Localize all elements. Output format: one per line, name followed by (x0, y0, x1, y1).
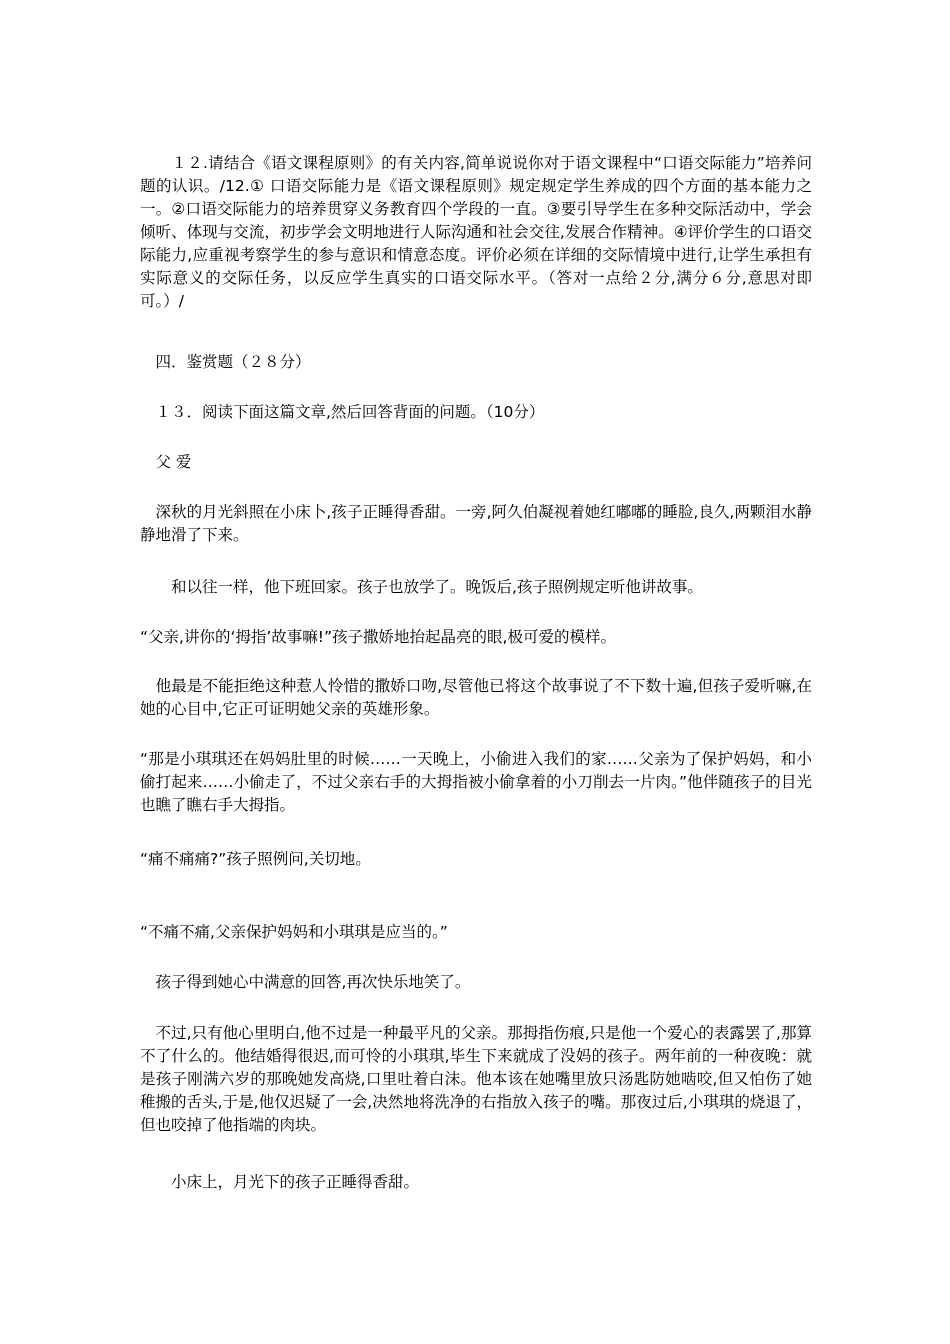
paragraph-question-12: １２.请结合《语文课程原则》的有关内容,简单说说你对于语文课程中“口语交际能力”培养问题的认识。/12.① 口语交际能力是《语文课程原则》规定规定学生养成的四个方面的基本能力之一。②口语交际能力的培养贯穿义务教育四个学段的一直。③要引导学生在多种交际活动中，学会倾听、体现与交流，初步学会文明地进行人际沟通和社会交往,发展合作精神。④评价学生的口语交际能力,应重视考察学生的参与意识和情意态度。评价必须在详细的交际情境中进行,让学生承担有实际意义的交际任务，以反应学生真实的口语交际水平。（答对一点给２分,满分６分,意思对即可。）/ (140, 154, 812, 310)
article-paragraph-9: 不过,只有他心里明白,他不过是一种最平凡的父亲。那拇指伤痕,只是他一个爱心的表露罢了,那算不了什么的。他结婚得很迟,而可怜的小琪琪,毕生下来就成了没妈的孩子。两年前的一种夜晚：就是孩子刚满六岁的那晚她发高烧,口里吐着白沫。他本该在她嘴里放只汤匙防她啮咬,但又怕伤了她稚搬的舌头,于是,他仅迟疑了一会,决然地将洗净的右指放入孩子的嘴。那夜过后,小琪琪的烧退了，但也咬掉了他指端的肉块。 (140, 1024, 812, 1134)
paragraph-question-13: １３．阅读下面这篇文章,然后回答背面的问题。（10分） (140, 403, 545, 421)
article-paragraph-10: 小床上，月光下的孩子正睡得香甜。 (140, 1173, 420, 1191)
article-title: 父 爱 (140, 453, 192, 471)
section-heading-appreciation: 四．鉴赏题（２８分） (140, 353, 311, 371)
article-paragraph-3: “父亲,讲你的‘拇指’故事嘛!”孩子撒娇地抬起晶亮的眼,极可爱的模样。 (140, 628, 616, 646)
article-paragraph-6: “痛不痛痛?”孩子照例问,关切地。 (140, 850, 371, 868)
article-paragraph-4: 他最是不能拒绝这种惹人怜惜的撒娇口吻,尽管他已将这个故事说了不下数十遍,但孩子爱听嘛,在她的心目中,它正可证明她父亲的英雄形象。 (140, 677, 812, 718)
article-paragraph-8: 孩子得到她心中满意的回答,再次快乐地笑了。 (140, 973, 471, 991)
article-paragraph-1: 深秋的月光斜照在小床卜,孩子正睡得香甜。一旁,阿久伯凝视着她红嘟嘟的睡脸,良久,两颗泪水静静地滑了下来。 (140, 503, 812, 544)
article-paragraph-5: “那是小琪琪还在妈妈肚里的时候……一天晚上，小偷进入我们的家……父亲为了保护妈妈，和小偷打起来……小偷走了，不过父亲右手的大拇指被小偷拿着的小刀削去一片肉。”他伴随孩子的目光也瞧了瞧右手大拇指。 (140, 750, 812, 814)
article-paragraph-7: “不痛不痛,父亲保护妈妈和小琪琪是应当的。” (140, 923, 448, 941)
article-paragraph-2: 和以往一样，他下班回家。孩子也放学了。晚饭后,孩子照例规定听他讲故事。 (140, 578, 703, 596)
